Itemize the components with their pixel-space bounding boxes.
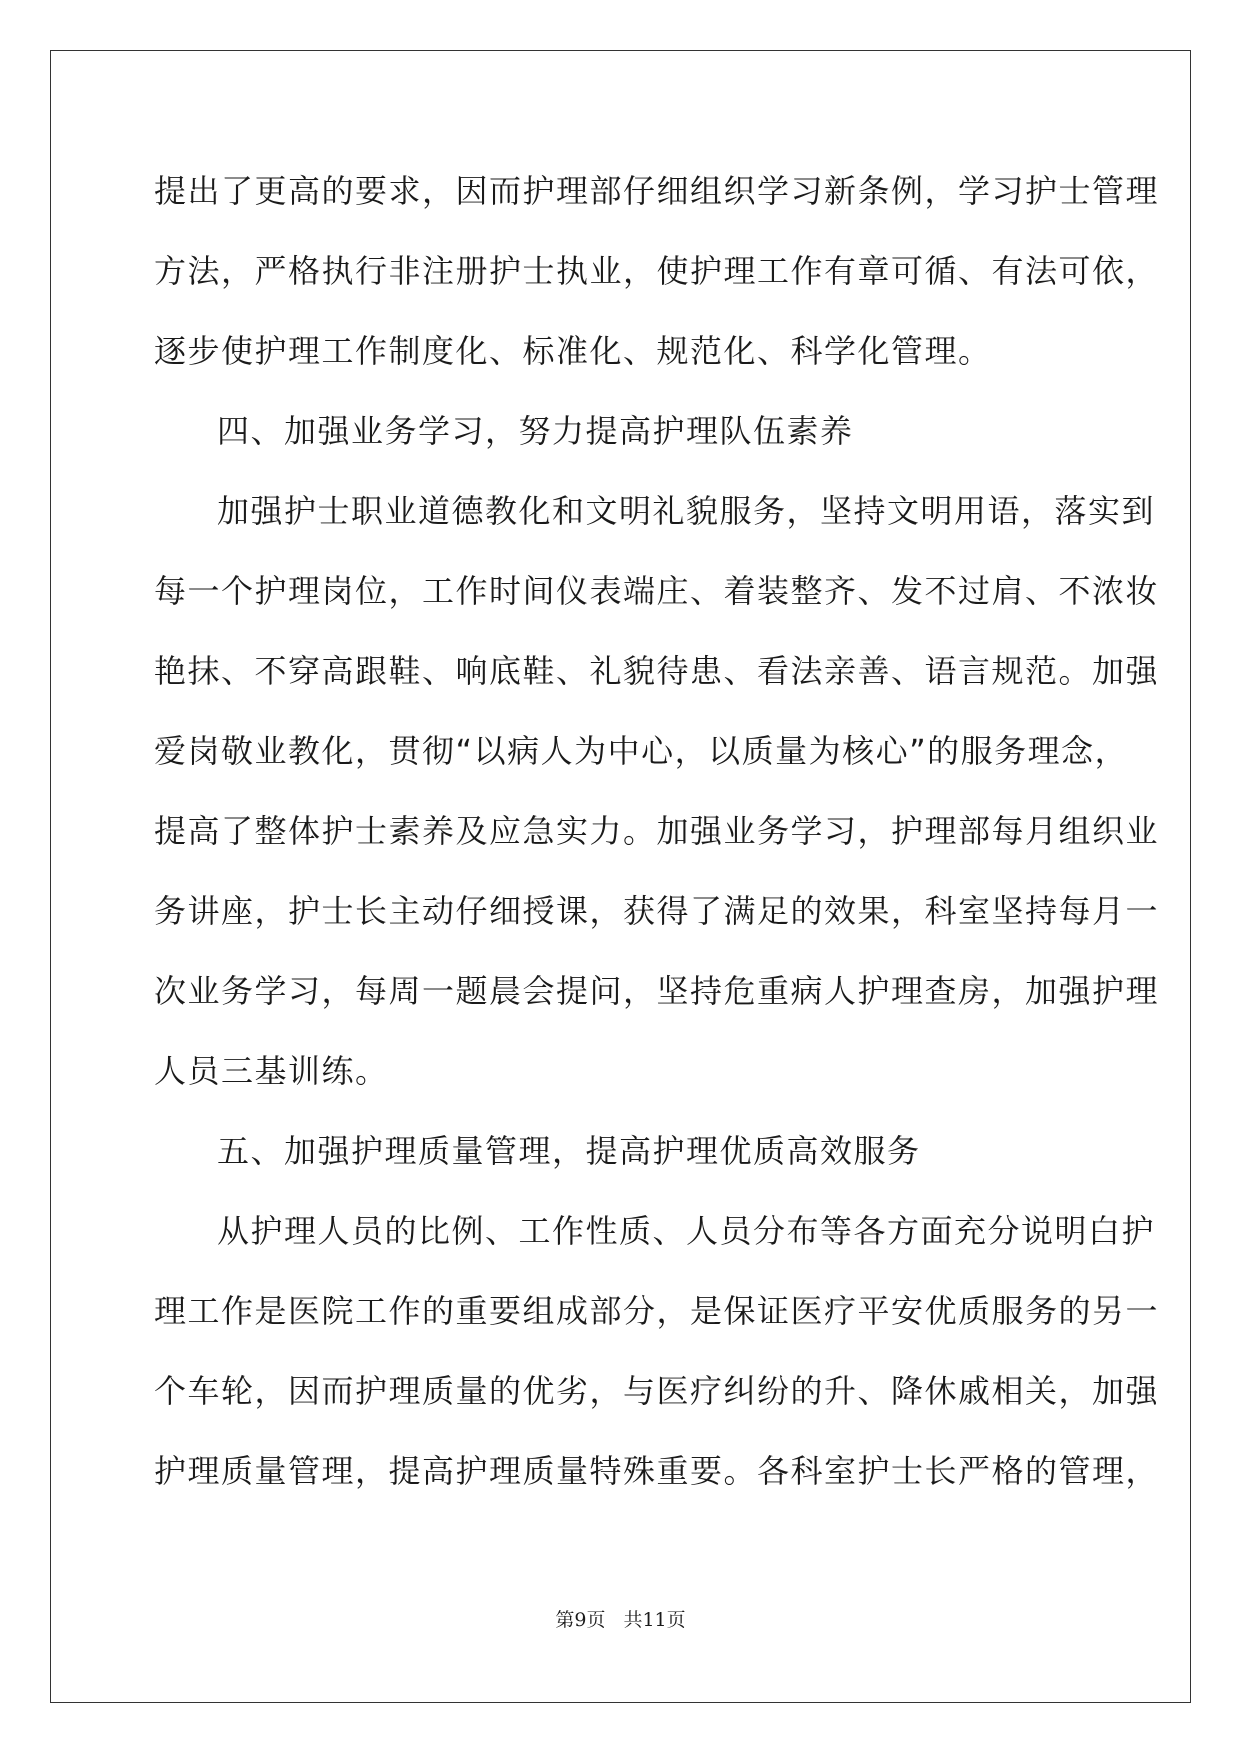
text-line: 逐步使护理工作制度化、标准化、规范化、科学化管理。 [154, 332, 992, 370]
text-line: 方法，严格执行非注册护士执业，使护理工作有章可循、有法可依， [154, 252, 1160, 290]
text-line: 艳抹、不穿高跟鞋、响底鞋、礼貌待患、看法亲善、语言规范。加强 [154, 652, 1160, 690]
total-pages: 共11页 [623, 1609, 686, 1631]
section-heading: 五、加强护理质量管理，提高护理优质高效服务 [217, 1132, 921, 1170]
text-line: 务讲座，护士长主动仔细授课，获得了满足的效果，科室坚持每月一 [154, 892, 1160, 930]
page-footer [0, 1608, 1241, 1632]
text-line: 提高了整体护士素养及应急实力。加强业务学习，护理部每月组织业 [154, 812, 1160, 850]
text-line: 次业务学习，每周一题晨会提问，坚持危重病人护理查房，加强护理 [154, 972, 1160, 1010]
text-line: 每一个护理岗位，工作时间仪表端庄、着装整齐、发不过肩、不浓妆 [154, 572, 1160, 610]
text-line: 从护理人员的比例、工作性质、人员分布等各方面充分说明白护 [217, 1212, 1156, 1250]
text-line: 爱岗敬业教化，贯彻“以病人为中心，以质量为核心”的服务理念， [154, 732, 1129, 770]
text-line: 护理质量管理，提高护理质量特殊重要。各科室护士长严格的管理， [154, 1452, 1160, 1490]
text-line: 提出了更高的要求，因而护理部仔细组织学习新条例，学习护士管理 [154, 172, 1160, 210]
text-line: 加强护士职业道德教化和文明礼貌服务，坚持文明用语，落实到 [217, 492, 1156, 530]
text-line: 人员三基训练。 [154, 1052, 389, 1090]
section-heading: 四、加强业务学习，努力提高护理队伍素养 [217, 412, 854, 450]
text-line: 个车轮，因而护理质量的优劣，与医疗纠纷的升、降休戚相关，加强 [154, 1372, 1160, 1410]
text-line: 理工作是医院工作的重要组成部分，是保证医疗平安优质服务的另一 [154, 1292, 1160, 1330]
current-page-number: 第9页 [555, 1609, 606, 1631]
